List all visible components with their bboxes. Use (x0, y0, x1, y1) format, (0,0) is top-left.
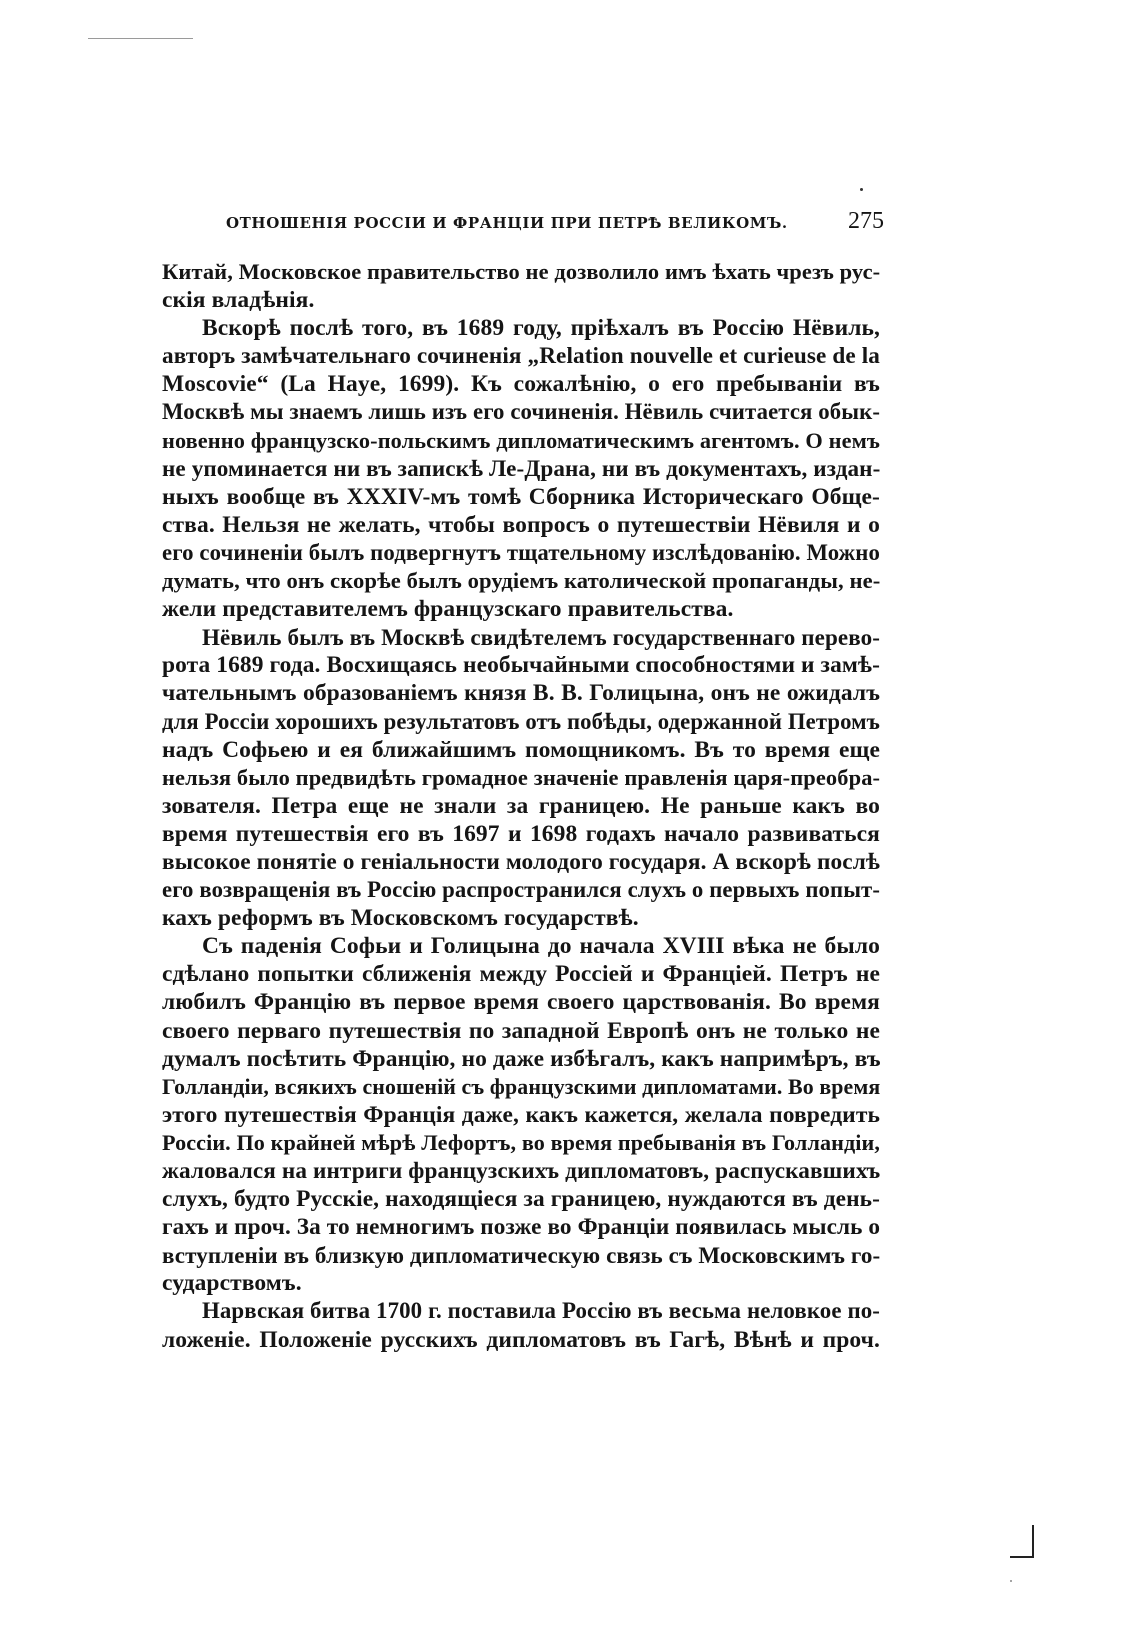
scan-speck (860, 188, 863, 191)
text-line: чательнымъ образованіемъ князя В. В. Голицына, онъ не ожидалъ (162, 680, 880, 707)
text-line: Вскорѣ послѣ того, въ 1689 году, пріѣхалъ въ Россію Нёвиль, (202, 315, 880, 342)
text-line: Moscovie“ (La Haye, 1699). Къ сожалѣнію, о его пребываніи въ (162, 371, 880, 398)
text-line: своего перваго путешествія по западной Европѣ онъ не только не (162, 1017, 880, 1044)
text-line: Россіи. По крайней мѣрѣ Лефортъ, во время пребыванія въ Голландіи, (162, 1129, 880, 1155)
text-line: его возвращенія въ Россію распространился слухъ о первыхъ попыт- (162, 877, 880, 903)
text-line: для Россіи хорошихъ результатовъ отъ побѣды, одержанной Петромъ (162, 708, 880, 734)
text-line: Нарвская битва 1700 г. поставила Россію въ весьма неловкое по- (202, 1298, 880, 1324)
text-line: Нёвиль былъ въ Москвѣ свидѣтелемъ государственнаго перево- (202, 624, 880, 651)
text-line: думать, что онъ скорѣе былъ орудіемъ католической пропаганды, не- (162, 568, 881, 594)
running-title: ОТНОШЕНІЯ РОССІИ И ФРАНЦІИ ПРИ ПЕТРѢ ВЕЛИКОМЪ. (226, 214, 788, 232)
text-line: ства. Нельзя не желать, чтобы вопросъ о путешествіи Нёвиля и о (162, 511, 880, 538)
page-header (226, 208, 884, 235)
text-line: кахъ реформъ въ Московскомъ государствѣ. (162, 905, 639, 932)
text-line: нельзя было предвидѣть громадное значеніе правленія царя-преобра- (162, 764, 881, 790)
body-text (162, 258, 880, 1354)
paragraph (162, 314, 880, 623)
scan-corner-mark (1010, 1525, 1034, 1558)
page-number: 275 (848, 208, 884, 234)
text-line: думалъ посѣтить Францію, но даже избѣгалъ, какъ напримѣръ, въ (162, 1045, 881, 1072)
text-line: сударствомъ. (162, 1270, 302, 1297)
text-line: Китай, Московское правительство не дозволило имъ ѣхать чрезъ рус- (162, 259, 881, 284)
text-line: надъ Софьею и ея ближайшимъ помощникомъ. Въ то время еще (162, 736, 880, 763)
text-line: слухъ, будто Русскіе, находящіеся за границею, нуждаются въ день- (162, 1186, 880, 1213)
text-line: Москвѣ мы знаемъ лишь изъ его сочиненія. Нёвиль считается обык- (162, 399, 880, 425)
text-line: авторъ замѣчательнаго сочиненія „Relation nouvelle et curieuse de la (162, 343, 880, 370)
text-line: Съ паденія Софьи и Голицына до начала XVIII вѣка не было (202, 933, 880, 960)
text-line: не упоминается ни въ запискѣ Ле-Драна, ни въ документахъ, издан- (162, 455, 881, 482)
scan-edge-line (88, 38, 193, 39)
text-line: зователя. Петра еще не знали за границею. Не раньше какъ во (162, 792, 880, 819)
text-line: высокое понятіе о геніальности молодого государя. А вскорѣ послѣ (162, 848, 880, 875)
text-line: любилъ Францію въ первое время своего царствованія. Во время (162, 989, 880, 1016)
paragraph (162, 258, 880, 314)
text-line: ложеніе. Положеніе русскихъ дипломатовъ въ Гагѣ, Вѣнѣ и проч. (162, 1326, 880, 1353)
text-line: жели представителемъ французскаго правительства. (162, 596, 734, 623)
text-line: вступленіи въ близкую дипломатическую связь съ Московскимъ го- (162, 1242, 881, 1269)
text-line: сдѣлано попытки сближенія между Россіей и Франціей. Петръ не (162, 961, 880, 988)
text-line: ныхъ вообще въ XXXIV-мъ томѣ Сборника Историческаго Обще- (162, 483, 880, 510)
text-line: гахъ и проч. За то немногимъ позже во Франціи появилась мысль о (162, 1214, 881, 1241)
text-line: Голландіи, всякихъ сношеній съ французскими дипломатами. Во время (162, 1074, 881, 1099)
text-line: время путешествія его въ 1697 и 1698 годахъ начало развиваться (162, 820, 880, 847)
paragraph (162, 623, 880, 932)
text-line: этого путешествія Франція даже, какъ кажется, желала повредить (162, 1101, 880, 1128)
paragraph (162, 932, 880, 1297)
text-line: скія владѣнія. (162, 287, 315, 314)
text-line: жаловался на интриги французскихъ дипломатовъ, распускавшихъ (162, 1158, 881, 1184)
text-line: новенно французско-польскимъ дипломатическимъ агентомъ. О немъ (162, 427, 880, 453)
scan-speck (1010, 1580, 1012, 1582)
paragraph (162, 1297, 880, 1353)
text-line: рота 1689 года. Восхищаясь необычайными способностями и замѣ- (162, 652, 880, 679)
text-line: его сочиненіи былъ подвергнутъ тщательному изслѣдованію. Можно (162, 539, 880, 565)
